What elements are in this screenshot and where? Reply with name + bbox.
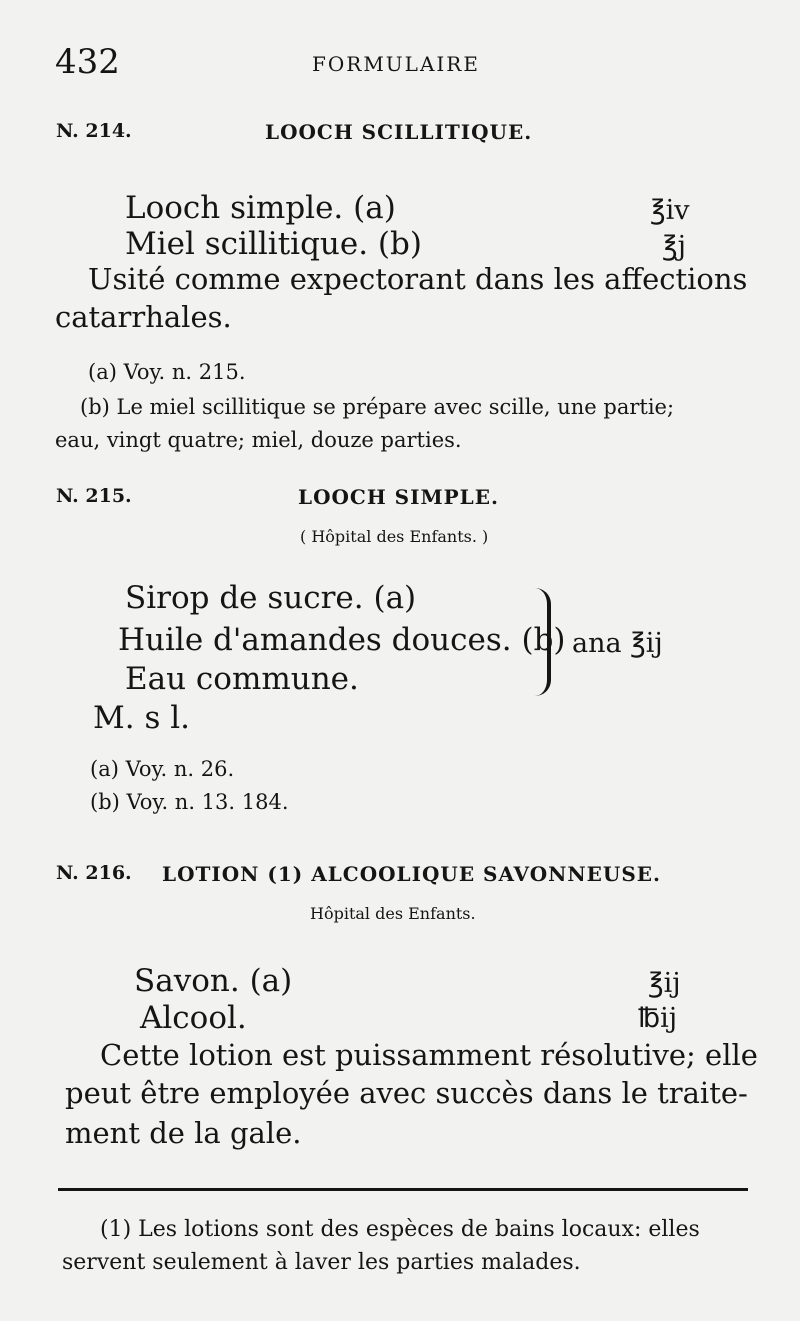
ingredient-name: Eau commune. xyxy=(125,661,359,697)
body-text: peut être employée avec succès dans le traite- xyxy=(65,1076,748,1110)
body-text: catarrhales. xyxy=(55,300,232,334)
note: (b) Voy. n. 13. 184. xyxy=(90,790,289,814)
note: (b) Le miel scillitique se prépare avec scille, une partie; xyxy=(80,395,675,419)
ingredient-dose: ℔ij xyxy=(638,1003,678,1034)
note: (a) Voy. n. 215. xyxy=(88,360,246,384)
entry-title: LOTION (1) ALCOOLIQUE SAVONNEUSE. xyxy=(162,862,662,886)
body-text: Cette lotion est puissamment résolutive; elle xyxy=(100,1038,758,1072)
page-number: 432 xyxy=(55,42,120,82)
ingredient-name: Looch simple. (a) xyxy=(125,190,396,226)
group-dose: ana ℥ij xyxy=(572,628,663,659)
ingredient-dose: ℥iv xyxy=(650,195,690,226)
ingredient-name: Huile d'amandes douces. (b) xyxy=(118,622,566,658)
entry-title: LOOCH SCILLITIQUE. xyxy=(265,120,533,144)
running-title: FORMULAIRE xyxy=(312,52,480,76)
ingredient-dose: ℥ij xyxy=(648,968,681,999)
grouping-brace xyxy=(535,588,551,696)
entry-subtitle: ( Hôpital des Enfants. ) xyxy=(300,527,489,546)
entry-title: LOOCH SIMPLE. xyxy=(298,485,499,509)
note: (a) Voy. n. 26. xyxy=(90,757,235,781)
footnote: (1) Les lotions sont des espèces de bains locaux: elles xyxy=(100,1217,700,1242)
footnote-rule xyxy=(58,1188,748,1191)
entry-number: N. 216. xyxy=(56,862,132,884)
entry-number: N. 215. xyxy=(56,485,132,507)
instruction: M. s l. xyxy=(93,700,190,736)
ingredient-name: Miel scillitique. (b) xyxy=(125,226,422,262)
ingredient-dose: ℥j xyxy=(662,231,686,262)
entry-subtitle: Hôpital des Enfants. xyxy=(310,904,476,923)
body-text: Usité comme expectorant dans les affections xyxy=(88,262,748,296)
note: eau, vingt quatre; miel, douze parties. xyxy=(55,428,462,452)
ingredient-name: Alcool. xyxy=(140,1000,247,1036)
ingredient-name: Savon. (a) xyxy=(134,963,293,999)
body-text: ment de la gale. xyxy=(65,1116,302,1150)
footnote: servent seulement à laver les parties malades. xyxy=(62,1250,581,1275)
entry-number: N. 214. xyxy=(56,120,132,142)
ingredient-name: Sirop de sucre. (a) xyxy=(125,580,417,616)
